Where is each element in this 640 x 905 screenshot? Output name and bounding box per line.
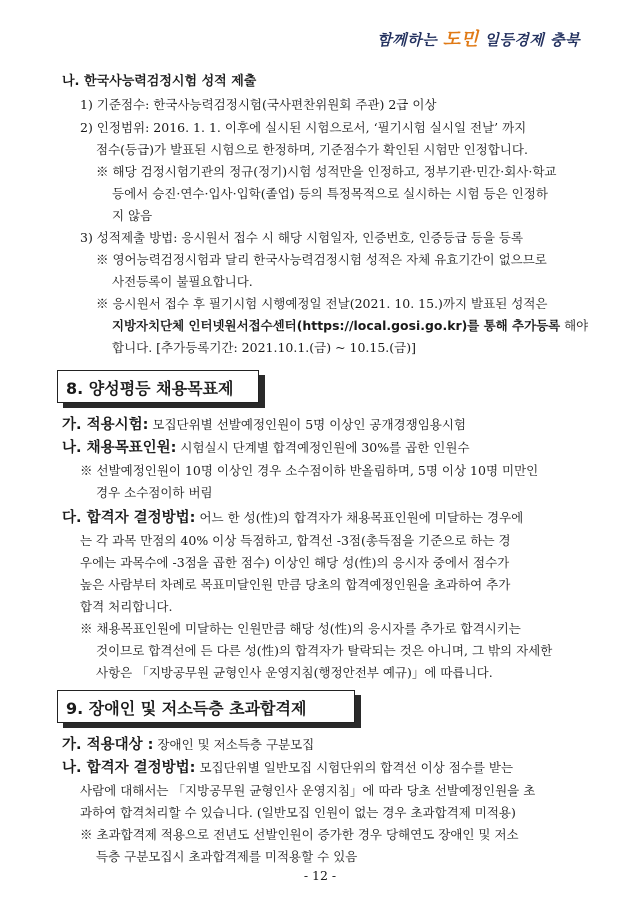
note-line: 사항은 「지방공무원 균형인사 운영지침(행정안전부 예규)」에 따릅니다. <box>96 665 493 680</box>
body-line: 는 각 과목 만점의 40% 이상 득점하고, 합격선 -3점(총득점을 기준으로 하는 경 <box>80 533 511 548</box>
item-line: 나. 채용목표인원: 시험실시 단계별 합격예정인원에 30%를 곱한 인원수 <box>62 440 470 456</box>
registration-center-text: 지방자치단체 인터넷원서접수센터(https://local.gosi.go.kr)를 통해 추가등록 <box>112 318 561 333</box>
note-line: ※ 영어능력검정시험과 달리 한국사능력검정시험 성적은 자체 유효기간이 없으므로 <box>96 252 547 267</box>
note-line: ※ 채용목표인원에 미달하는 인원만큼 해당 성(性)의 응시자를 추가로 합격시키는 <box>80 621 521 636</box>
scope-line-2: 점수(등급)가 발표된 시험으로 한정하며, 기준점수가 확인된 시험만 인정합니다. <box>96 142 528 157</box>
section-header <box>57 370 259 403</box>
note-line: 경우 소수점이하 버림 <box>96 485 213 500</box>
note-line: ※ 응시원서 접수 후 필기시험 시행예정일 전날(2021. 10. 15.)까지 발표된 성적은 <box>96 296 548 311</box>
note-line: ※ 초과합격제 적용으로 전년도 선발인원이 증가한 경우 당해연도 장애인 및 저소 <box>80 827 519 842</box>
section-title: 8. 양성평등 채용목표제 <box>66 379 234 398</box>
item-line: 가. 적용대상 : 장애인 및 저소득층 구분모집 <box>62 737 315 753</box>
page-number: - 12 - <box>303 868 337 883</box>
note-line: 지 않음 <box>112 208 153 223</box>
note-line: ※ 해당 검정시험기관의 정규(정기)시험 성적만을 인정하고, 정부기관·민간·회사·학교 <box>96 164 557 179</box>
item-line: 가. 적용시험: 모집단위별 선발예정인원이 5명 이상인 공개경쟁임용시험 <box>62 417 467 433</box>
note-line: 것이므로 합격선에 든 다른 성(性)의 합격자가 탈락되는 것은 아니며, 그 밖의 자세한 <box>96 643 553 658</box>
logo-prefix: 함께하는 <box>377 31 443 49</box>
note-line: ※ 선발예정인원이 10명 이상인 경우 소수점이하 반올림하며, 5명 이상 10명 미만인 <box>80 463 539 478</box>
note-line: 등에서 승진·연수·입사·입학(졸업) 등의 특정목적으로 실시하는 시험 등은 인정하 <box>112 186 548 201</box>
body-line: 우에는 과목수에 -3점을 곱한 점수) 이상인 해당 성(性)의 응시자 중에서 점수가 <box>80 555 510 570</box>
slogan-logo <box>377 25 580 51</box>
submission-method-line: 3) 성적제출 방법: 응시원서 접수 시 해당 시험일자, 인증번호, 인증등급 등을 등록 <box>80 230 524 245</box>
body-line: 합격 처리합니다. <box>80 599 173 614</box>
note-line: 사전등록이 불필요합니다. <box>112 274 253 289</box>
body-line: 사람에 대해서는 「지방공무원 균형인사 운영지침」에 따라 당초 선발예정인원을 초 <box>80 783 536 798</box>
subsection-title: 나. 한국사능력검정시험 성적 제출 <box>62 74 257 89</box>
logo-accent: 도민 <box>442 29 479 50</box>
item-line: 다. 합격자 결정방법: 어느 한 성(性)의 합격자가 채용목표인원에 미달하는 경우에 <box>62 510 524 526</box>
criterion-line: 1) 기준점수: 한국사능력검정시험(국사편찬위원회 주관) 2급 이상 <box>80 97 437 112</box>
note-line: 지방자치단체 인터넷원서접수센터(https://local.gosi.go.kr)를 통해 추가등록 해야 <box>112 318 589 333</box>
section-header <box>57 690 355 723</box>
note-line: 득층 구분모집시 초과합격제를 미적용할 수 있음 <box>96 849 358 864</box>
logo-suffix: 일등경제 충북 <box>478 31 580 49</box>
body-line: 높은 사람부터 차례로 목표미달인원 만큼 당초의 합격예정인원을 초과하여 추가 <box>80 577 511 592</box>
section-title: 9. 장애인 및 저소득층 초과합격제 <box>66 699 307 718</box>
body-line: 과하여 합격처리할 수 있습니다. (일반모집 인원이 없는 경우 초과합격제 미적용) <box>80 805 516 820</box>
scope-line-1: 2) 인정범위: 2016. 1. 1. 이후에 실시된 시험으로서, ‘필기시험 실시일 전날’ 까지 <box>80 120 527 135</box>
item-line: 나. 합격자 결정방법: 모집단위별 일반모집 시험단위의 합격선 이상 점수를 받는 <box>62 760 514 776</box>
note-line: 합니다. [추가등록기간: 2021.10.1.(금) ~ 10.15.(금)] <box>112 340 416 355</box>
